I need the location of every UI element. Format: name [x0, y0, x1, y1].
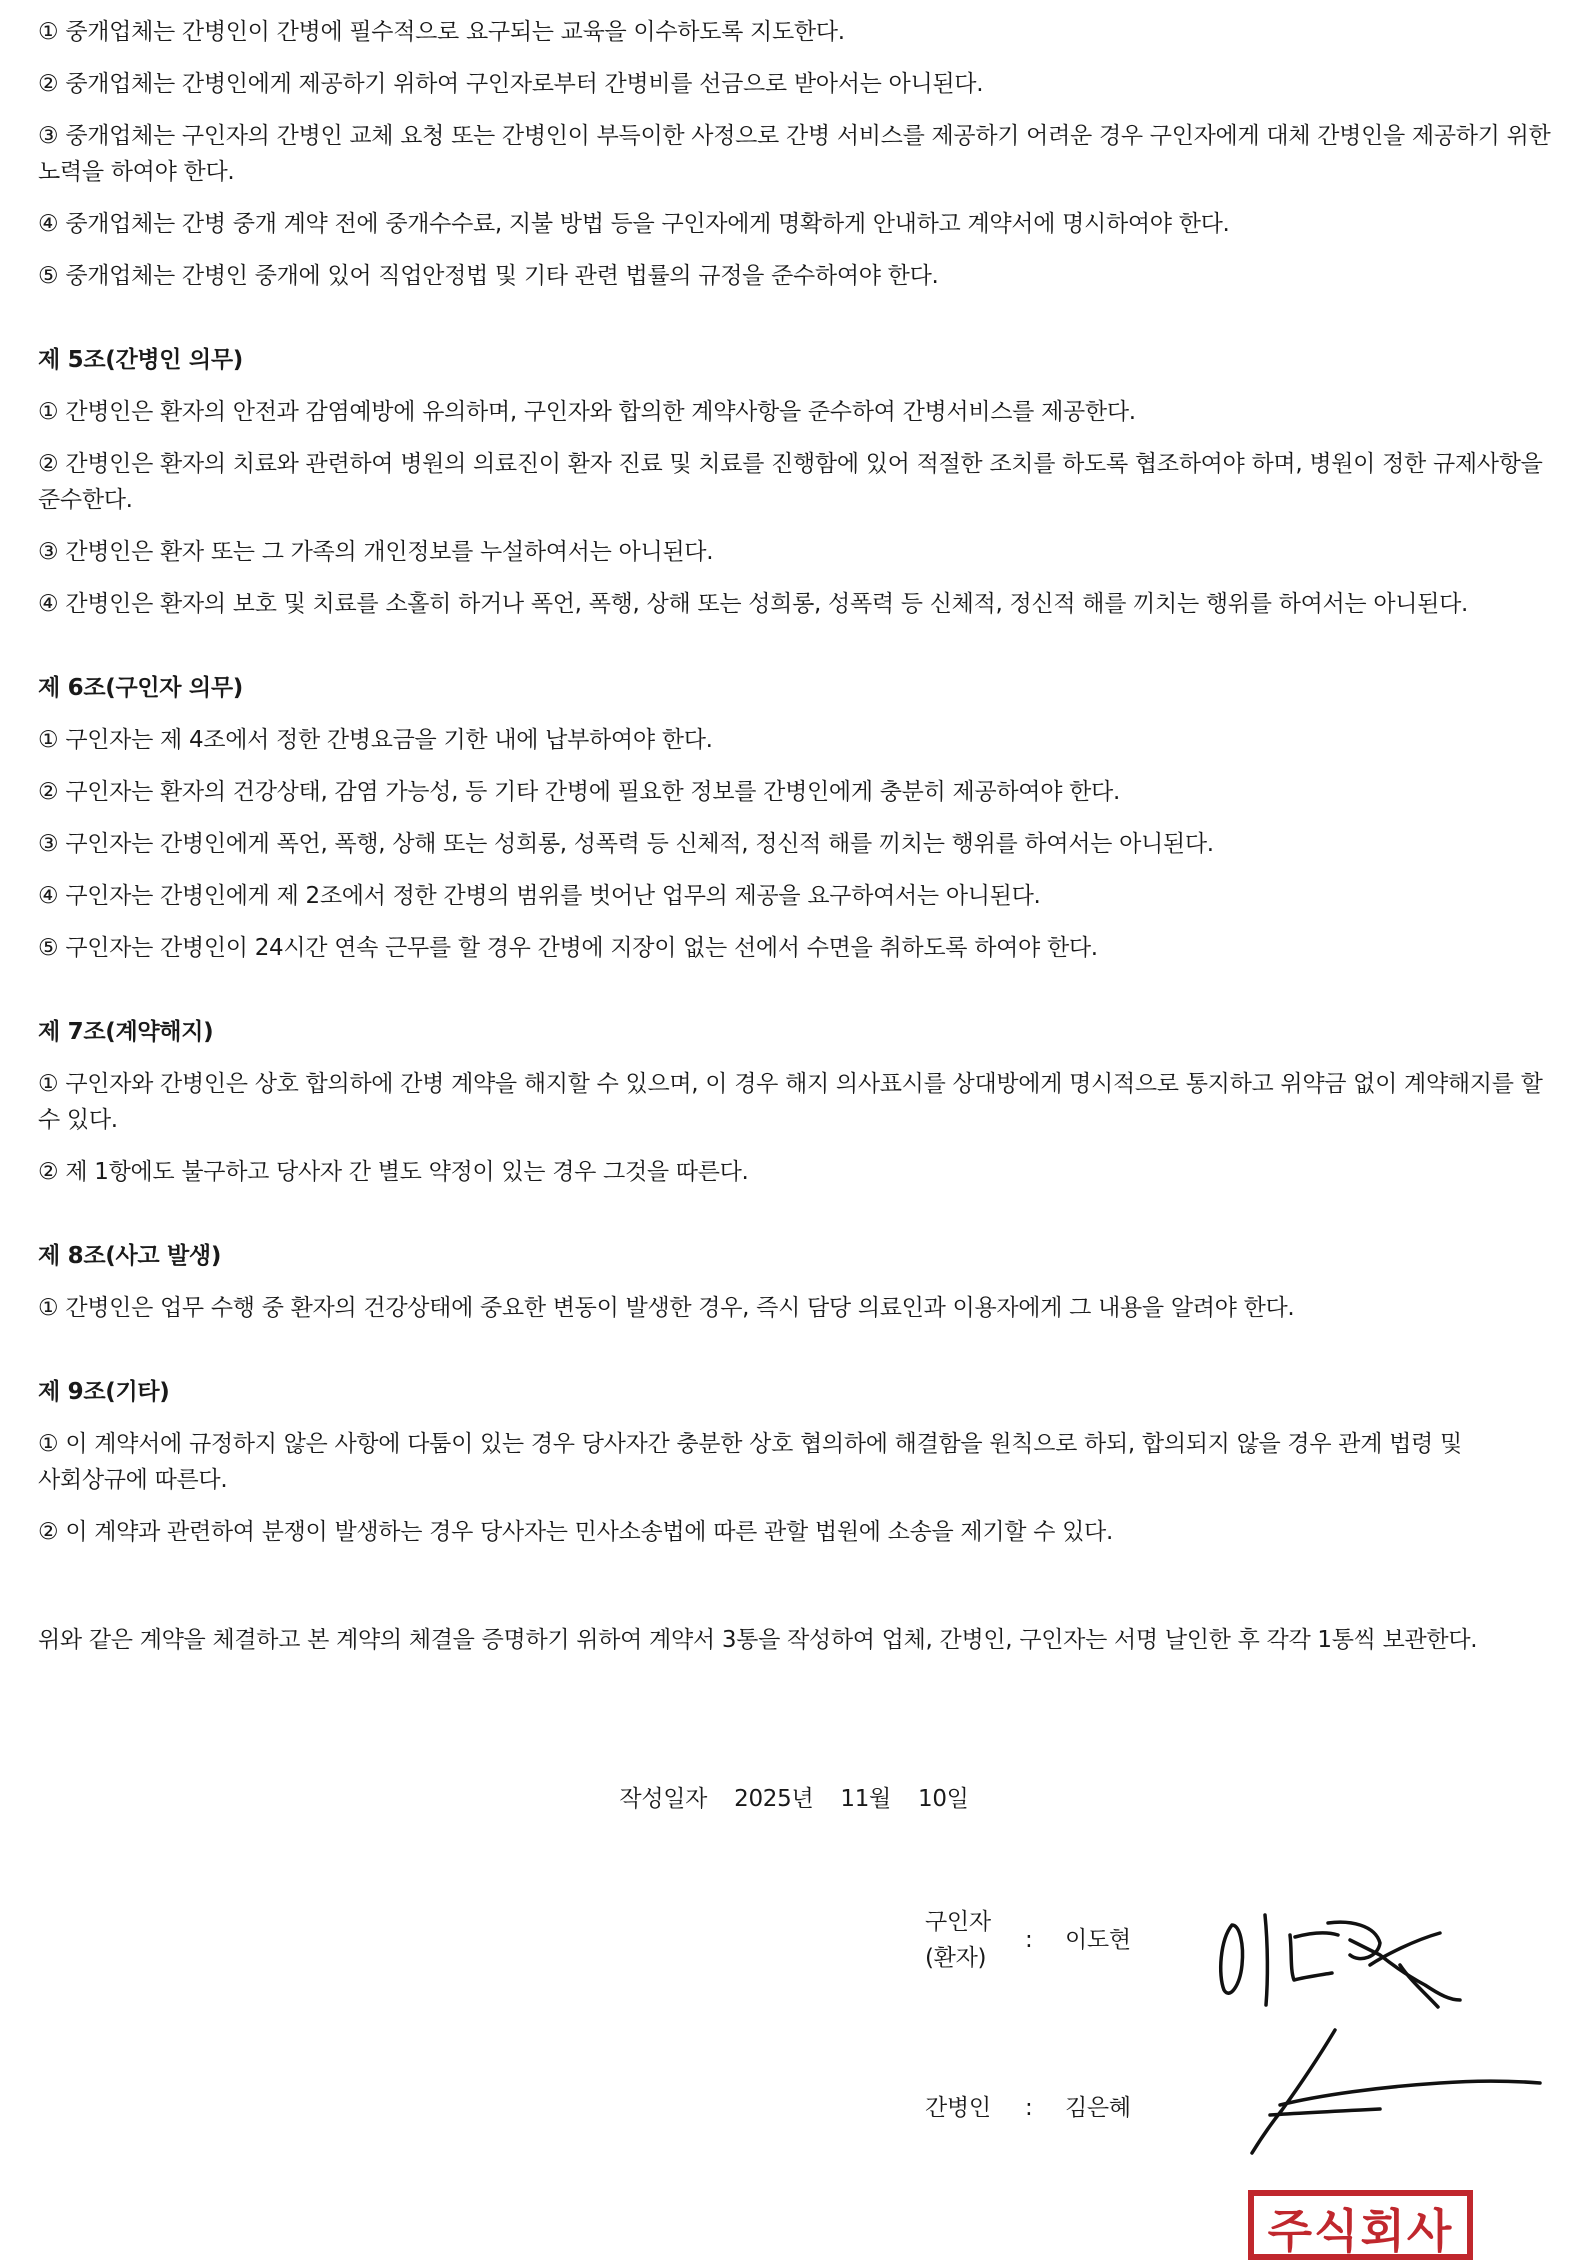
requester-signature: [1210, 1895, 1510, 2035]
caregiver-signature: [1240, 2025, 1550, 2160]
article7-item-1: ① 구인자와 간병인은 상호 합의하에 간병 계약을 해지할 수 있으며, 이 경우 해지 의사표시를 상대방에게 명시적으로 통지하고 위약금 없이 계약해지를 할 수 있다.: [38, 1071, 1543, 1133]
caregiver-label: 간병인: [925, 2095, 991, 2121]
article4-item-2: ② 중개업체는 간병인에게 제공하기 위하여 구인자로부터 간병비를 선금으로 받아서는 아니된다.: [38, 71, 984, 97]
article6-item-1: ① 구인자는 제 4조에서 정한 간병요금을 기한 내에 납부하여야 한다.: [38, 727, 713, 753]
closing-statement: 위와 같은 계약을 체결하고 본 계약의 체결을 증명하기 위하여 계약서 3통을 작성하여 업체, 간병인, 구인자는 서명 날인한 후 각각 1통씩 보관한다.: [38, 1627, 1478, 1653]
caregiver-name: 김은혜: [1065, 2095, 1131, 2121]
article5-item-4: ④ 간병인은 환자의 보호 및 치료를 소홀히 하거나 폭언, 폭행, 상해 또는 성희롱, 성폭력 등 신체적, 정신적 해를 끼치는 행위를 하여서는 아니된다.: [38, 591, 1469, 617]
requester-label-line1: 구인자: [925, 1909, 991, 1935]
company-seal: 주식회사: [1248, 2190, 1473, 2260]
article6-item-2: ② 구인자는 환자의 건강상태, 감염 가능성, 등 기타 간병에 필요한 정보를 간병인에게 충분히 제공하여야 한다.: [38, 779, 1120, 805]
article7-title: 제 7조(계약해지): [38, 1019, 214, 1045]
signing-date: [0, 1780, 1588, 1813]
requester-colon: :: [1025, 1927, 1033, 1953]
article5-item-2: ② 간병인은 환자의 치료와 관련하여 병원의 의료진이 환자 진료 및 치료를 진행함에 있어 적절한 조치를 하도록 협조하여야 하며, 병원이 정한 규제사항을 준수한다.: [38, 451, 1543, 513]
date-day: 10일: [918, 1786, 969, 1812]
date-month: 11월: [840, 1786, 891, 1812]
article9-title: 제 9조(기타): [38, 1379, 170, 1405]
article8-item-1: ① 간병인은 업무 수행 중 환자의 건강상태에 중요한 변동이 발생한 경우, 즉시 담당 의료인과 이용자에게 그 내용을 알려야 한다.: [38, 1295, 1295, 1321]
article6-item-3: ③ 구인자는 간병인에게 폭언, 폭행, 상해 또는 성희롱, 성폭력 등 신체적, 정신적 해를 끼치는 행위를 하여서는 아니된다.: [38, 831, 1214, 857]
article8-title: 제 8조(사고 발생): [38, 1243, 222, 1269]
requester-label-line2: (환자): [925, 1945, 987, 1971]
contract-document: [38, 14, 1553, 1658]
article5-title: 제 5조(간병인 의무): [38, 347, 243, 373]
article6-item-4: ④ 구인자는 간병인에게 제 2조에서 정한 간병의 범위를 벗어난 업무의 제공을 요구하여서는 아니된다.: [38, 883, 1041, 909]
article9-item-2: ② 이 계약과 관련하여 분쟁이 발생하는 경우 당사자는 민사소송법에 따른 관할 법원에 소송을 제기할 수 있다.: [38, 1519, 1113, 1545]
article4-item-1: ① 중개업체는 간병인이 간병에 필수적으로 요구되는 교육을 이수하도록 지도한다.: [38, 19, 845, 45]
article5-item-3: ③ 간병인은 환자 또는 그 가족의 개인정보를 누설하여서는 아니된다.: [38, 539, 714, 565]
article7-item-2: ② 제 1항에도 불구하고 당사자 간 별도 약정이 있는 경우 그것을 따른다.: [38, 1159, 749, 1185]
date-label: 작성일자: [619, 1786, 708, 1812]
article6-item-5: ⑤ 구인자는 간병인이 24시간 연속 근무를 할 경우 간병에 지장이 없는 선에서 수면을 취하도록 하여야 한다.: [38, 935, 1098, 961]
requester-label: [925, 1904, 991, 1976]
article4-item-5: ⑤ 중개업체는 간병인 중개에 있어 직업안정법 및 기타 관련 법률의 규정을 준수하여야 한다.: [38, 263, 939, 289]
caregiver-colon: :: [1025, 2095, 1033, 2121]
date-year: 2025년: [734, 1786, 814, 1812]
article9-item-1: ① 이 계약서에 규정하지 않은 사항에 다툼이 있는 경우 당사자간 충분한 상호 협의하에 해결함을 원칙으로 하되, 합의되지 않을 경우 관계 법령 및 사회상규에 따른다.: [38, 1431, 1462, 1493]
article5-item-1: ① 간병인은 환자의 안전과 감염예방에 유의하며, 구인자와 합의한 계약사항을 준수하여 간병서비스를 제공한다.: [38, 399, 1136, 425]
requester-name: 이도현: [1065, 1927, 1131, 1953]
article6-title: 제 6조(구인자 의무): [38, 675, 243, 701]
article4-item-3: ③ 중개업체는 구인자의 간병인 교체 요청 또는 간병인이 부득이한 사정으로 간병 서비스를 제공하기 어려운 경우 구인자에게 대체 간병인을 제공하기 위한 노력을 하여야 한다.: [38, 123, 1551, 185]
article4-item-4: ④ 중개업체는 간병 중개 계약 전에 중개수수료, 지불 방법 등을 구인자에게 명확하게 안내하고 계약서에 명시하여야 한다.: [38, 211, 1230, 237]
